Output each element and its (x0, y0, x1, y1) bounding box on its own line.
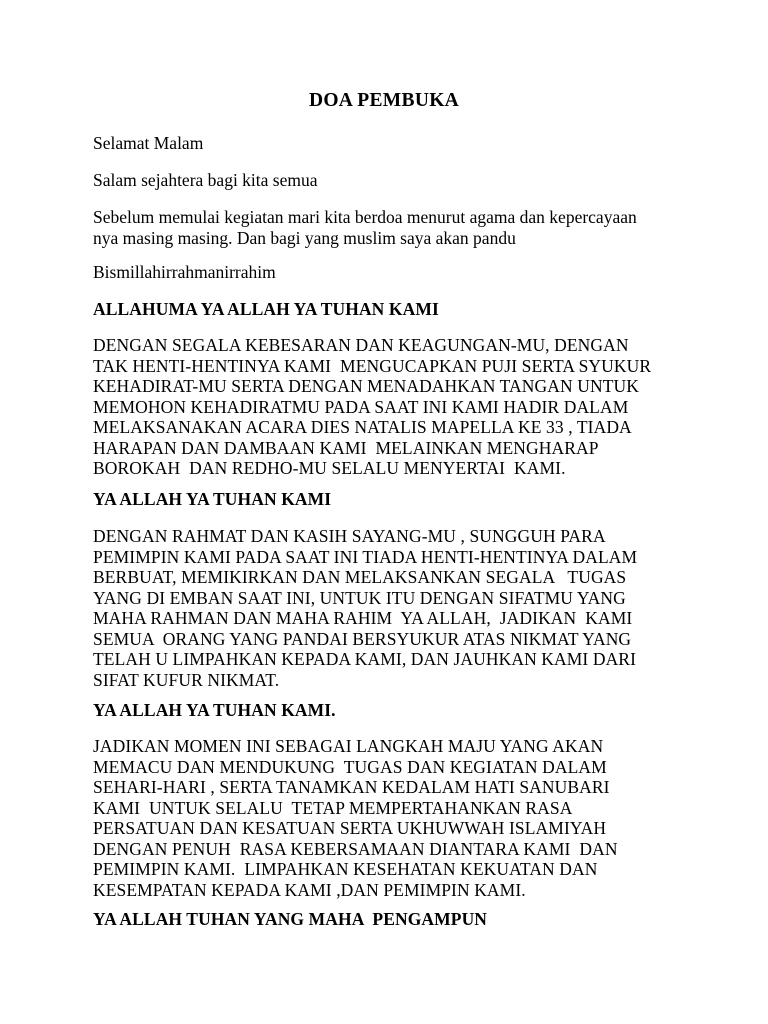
text-line: TAK HENTI-HENTINYA KAMI MENGUCAPKAN PUJI SERTA SYUKUR (93, 355, 652, 376)
text-line: MAHA RAHMAN DAN MAHA RAHIM YA ALLAH, JADIKAN KAMI (93, 608, 633, 628)
text-line: PEMIMPIN KAMI PADA SAAT INI TIADA HENTI-HENTINYA DALAM (93, 546, 638, 567)
section-heading (93, 489, 693, 510)
text-line: DENGAN PENUH RASA KEBERSAMAAN DIANTARA KAMI DAN (93, 838, 618, 859)
text-line: JADIKAN MOMEN INI SEBAGAI LANGKAH MAJU YANG AKAN (93, 736, 604, 756)
greeting-salam (93, 170, 693, 191)
text-line: BOROKAH DAN REDHO-MU SELALU MENYERTAI KAMI. (93, 458, 566, 478)
text-line: nya masing masing. Dan bagi yang muslim saya akan pandu (93, 227, 516, 248)
document-title: DOA PEMBUKA (308, 90, 460, 111)
prayer-paragraph-3 (93, 736, 693, 900)
section-heading (93, 299, 693, 320)
text-line: HARAPAN DAN DAMBAAN KAMI MELAINKAN MENGHARAP (93, 437, 599, 458)
text-line: Bismillahirrahmanirrahim (93, 262, 276, 282)
text-line: YANG DI EMBAN SAAT INI, UNTUK ITU DENGAN SIFATMU YANG (93, 587, 626, 608)
text-line: SEMUA ORANG YANG PANDAI BERSYUKUR ATAS NIKMAT YANG (93, 628, 632, 649)
text-line: TELAH U LIMPAHKAN KEPADA KAMI, DAN JAUHKAN KAMI DARI (93, 649, 637, 669)
section-heading (93, 909, 693, 930)
text-line: KESEMPATAN KEPADA KAMI ,DAN PEMIMPIN KAMI. (93, 879, 526, 900)
text-line: MEMOHON KEHADIRATMU PADA SAAT INI KAMI HADIR DALAM (93, 396, 629, 417)
heading-line: YA ALLAH TUHAN YANG MAHA PENGAMPUN (93, 909, 488, 929)
text-line: MELAKSANAKAN ACARA DIES NATALIS MAPELLA KE 33 , TIADA (93, 417, 632, 437)
heading-line: YA ALLAH YA TUHAN KAMI. (93, 700, 336, 720)
greeting-selamat-malam (93, 133, 693, 154)
text-line: PEMIMPIN KAMI. LIMPAHKAN KESEHATAN KEKUATAN DAN (93, 859, 598, 879)
section-heading (93, 700, 693, 721)
heading-line: YA ALLAH YA TUHAN KAMI (93, 489, 332, 509)
intro-paragraph (93, 207, 693, 248)
text-line: DENGAN SEGALA KEBESARAN DAN KEAGUNGAN-MU, DENGAN (93, 335, 629, 355)
text-line: PERSATUAN DAN KESATUAN SERTA UKHUWWAH ISLAMIYAH (93, 818, 607, 838)
text-line: MEMACU DAN MENDUKUNG TUGAS DAN KEGIATAN DALAM (93, 756, 607, 777)
greeting-line: Selamat Malam (93, 133, 204, 153)
text-line: DENGAN RAHMAT DAN KASIH SAYANG-MU , SUNGGUH PARA (93, 526, 606, 546)
greeting-line: Salam sejahtera bagi kita semua (93, 170, 318, 190)
text-line: BERBUAT, MEMIKIRKAN DAN MELAKSANKAN SEGALA TUGAS (93, 567, 627, 587)
prayer-paragraph-1 (93, 335, 693, 479)
text-line: SIFAT KUFUR NIKMAT. (93, 669, 280, 690)
text-line: KAMI UNTUK SELALU TETAP MEMPERTAHANKAN RASA (93, 797, 573, 818)
text-line: KEHADIRAT-MU SERTA DENGAN MENADAHKAN TANGAN UNTUK (93, 376, 639, 396)
prayer-paragraph-2 (93, 526, 693, 690)
text-line: Sebelum memulai kegiatan mari kita berdoa menurut agama dan kepercayaan (93, 207, 637, 227)
bismillah (93, 262, 693, 283)
heading-line: ALLAHUMA YA ALLAH YA TUHAN KAMI (93, 299, 439, 319)
text-line: SEHARI-HARI , SERTA TANAMKAN KEDALAM HATI SANUBARI (93, 777, 610, 797)
